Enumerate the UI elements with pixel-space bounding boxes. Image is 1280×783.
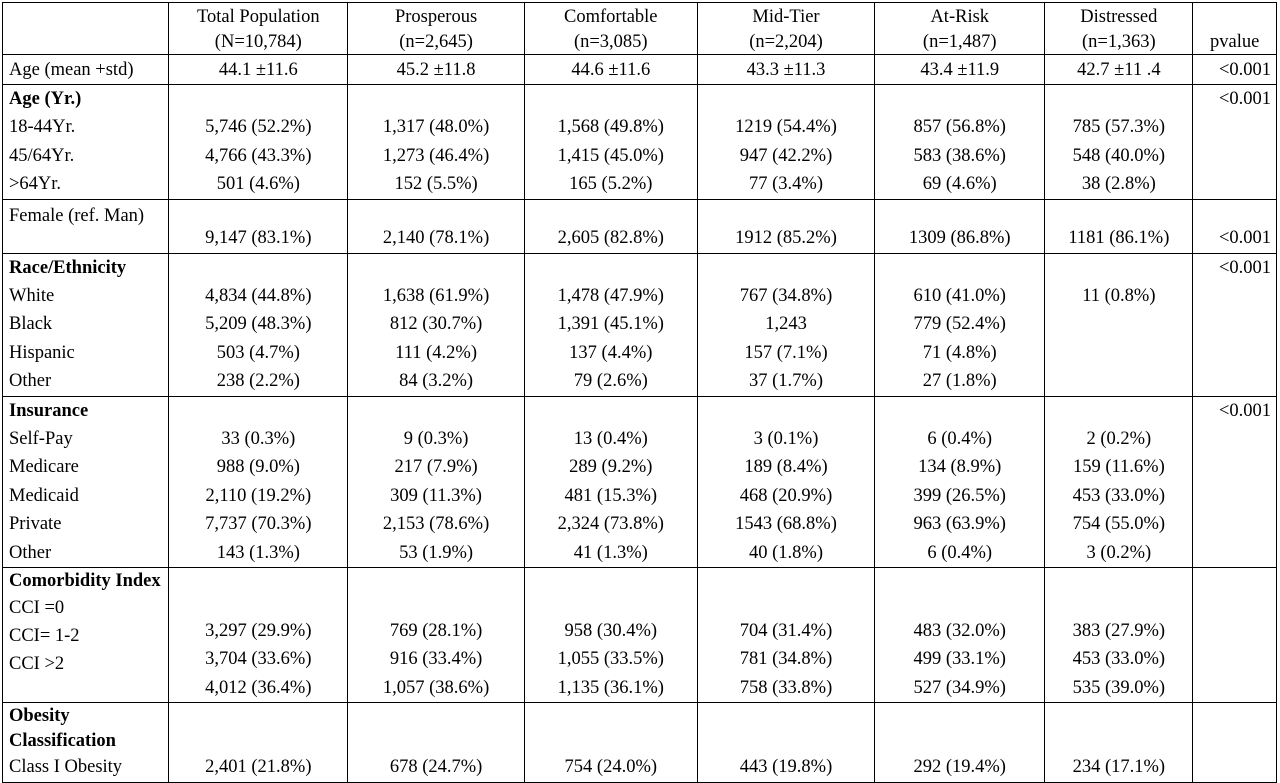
value-cell: 443 (19.8%): [697, 703, 874, 782]
value-cell: 234 (17.1%): [1045, 703, 1193, 782]
row-label: Black: [9, 314, 53, 335]
row-label: Age (mean +std): [3, 55, 169, 85]
value-cell: 42.7 ±11 .4: [1045, 55, 1193, 85]
header-pvalue: pvalue: [1193, 3, 1277, 55]
row-label: Medicare: [9, 457, 79, 478]
value-cell: 1912 (85.2%): [697, 199, 874, 253]
value-cell: 9 (0.3%) 217 (7.9%) 309 (11.3%) 2,153 (78.6%) 53 (1.9%): [348, 396, 524, 567]
row-label: White: [9, 286, 55, 307]
row-label: CCI= 1-2: [9, 626, 80, 646]
group-n: (n=1,487): [922, 31, 997, 52]
value-cell: 9,147 (83.1%): [169, 199, 348, 253]
value-cell: 13 (0.4%) 289 (9.2%) 481 (15.3%) 2,324 (73.8%) 41 (1.3%): [524, 396, 697, 567]
section-title: Female (ref. Man): [3, 199, 169, 253]
header-row: [3, 3, 1277, 55]
value-cell: 2,401 (21.8%): [169, 703, 348, 782]
header-comfortable: [524, 3, 697, 55]
header-distressed: [1045, 3, 1193, 55]
row-label: Hispanic: [9, 342, 75, 363]
value-cell: 2 (0.2%) 159 (11.6%) 453 (33.0%) 754 (55.0%) 3 (0.2%): [1045, 396, 1193, 567]
header-total-population: [169, 3, 348, 55]
row-label: 45/64Yr.: [9, 145, 75, 166]
group-name: Prosperous: [394, 7, 478, 27]
row-label: 18-44Yr.: [9, 117, 76, 138]
group-n: (n=1,363): [1082, 31, 1156, 52]
group-n: (n=3,085): [573, 31, 648, 52]
value-cell: 44.1 ±11.6: [169, 55, 348, 85]
value-cell: 610 (41.0%) 779 (52.4%) 71 (4.8%) 27 (1.8%): [875, 253, 1045, 396]
header-mid-tier: [697, 3, 874, 55]
row-label: CCI =0: [9, 597, 65, 618]
value-cell: 383 (27.9%) 453 (33.0%) 535 (39.0%): [1045, 568, 1193, 703]
pvalue-cell: [1193, 568, 1277, 703]
header-prosperous: [348, 3, 524, 55]
label-cell: [3, 568, 169, 703]
value-cell: 1309 (86.8%): [875, 199, 1045, 253]
value-cell: 769 (28.1%) 916 (33.4%) 1,057 (38.6%): [348, 568, 524, 703]
pvalue-cell: <0.001: [1193, 55, 1277, 85]
row-label: Self-Pay: [9, 429, 73, 450]
value-cell: 2,605 (82.8%): [524, 199, 697, 253]
value-cell: 1181 (86.1%): [1045, 199, 1193, 253]
group-n: (n=2,204): [749, 31, 823, 52]
value-cell: 33 (0.3%) 988 (9.0%) 2,110 (19.2%) 7,737 (70.3%) 143 (1.3%): [169, 396, 348, 567]
group-n: (n=2,645): [399, 31, 473, 52]
value-cell: 3 (0.1%) 189 (8.4%) 468 (20.9%) 1543 (68.8%) 40 (1.8%): [697, 396, 874, 567]
section-female: [3, 199, 1277, 253]
value-cell: 45.2 ±11.8: [348, 55, 524, 85]
label-cell: [3, 703, 169, 782]
value-cell: 1,568 (49.8%) 1,415 (45.0%) 165 (5.2%): [524, 85, 697, 200]
value-cell: 958 (30.4%) 1,055 (33.5%) 1,135 (36.1%): [524, 568, 697, 703]
row-label: >64Yr.: [9, 174, 62, 195]
age-mean-row: [3, 55, 1277, 85]
value-cell: 678 (24.7%): [348, 703, 524, 782]
pvalue-cell: [1193, 703, 1277, 782]
value-cell: 292 (19.4%): [875, 703, 1045, 782]
value-cell: 43.3 ±11.3: [697, 55, 874, 85]
pvalue-cell: <0.001: [1193, 253, 1277, 396]
row-label: CCI >2: [9, 654, 65, 675]
row-label: Medicaid: [9, 485, 79, 506]
pvalue-cell: <0.001: [1193, 396, 1277, 567]
section-insurance: [3, 396, 1277, 567]
group-name: Distressed: [1080, 7, 1158, 27]
section-title: Race/Ethnicity: [9, 257, 127, 278]
row-label: Other: [9, 371, 52, 392]
value-cell: 6 (0.4%) 134 (8.9%) 399 (26.5%) 963 (63.9%) 6 (0.4%): [875, 396, 1045, 567]
value-cell: 767 (34.8%) 1,243 157 (7.1%) 37 (1.7%): [697, 253, 874, 396]
group-name: Total Population: [197, 7, 320, 27]
group-n: (N=10,784): [214, 31, 302, 52]
section-title: Obesity Classification: [9, 706, 116, 751]
label-cell: [3, 85, 169, 200]
label-cell: [3, 396, 169, 567]
value-cell: 754 (24.0%): [524, 703, 697, 782]
value-cell: 857 (56.8%) 583 (38.6%) 69 (4.6%): [875, 85, 1045, 200]
demographics-table: [2, 2, 1277, 783]
value-cell: 1,478 (47.9%) 1,391 (45.1%) 137 (4.4%) 79 (2.6%): [524, 253, 697, 396]
value-cell: 1,638 (61.9%) 812 (30.7%) 111 (4.2%) 84 (3.2%): [348, 253, 524, 396]
value-cell: 1,317 (48.0%) 1,273 (46.4%) 152 (5.5%): [348, 85, 524, 200]
group-name: At-Risk: [930, 7, 990, 27]
value-cell: 785 (57.3%) 548 (40.0%) 38 (2.8%): [1045, 85, 1193, 200]
value-cell: 43.4 ±11.9: [875, 55, 1045, 85]
section-obesity: [3, 703, 1277, 782]
pvalue-cell: <0.001: [1193, 85, 1277, 200]
section-title: Insurance: [9, 400, 89, 421]
section-title: Comorbidity Index: [9, 571, 161, 592]
pvalue-cell: <0.001: [1193, 199, 1277, 253]
section-title: Age (Yr.): [9, 89, 82, 109]
row-label: Class I Obesity: [9, 757, 123, 778]
value-cell: 5,746 (52.2%) 4,766 (43.3%) 501 (4.6%): [169, 85, 348, 200]
section-comorbidity: [3, 568, 1277, 703]
value-cell: 4,834 (44.8%) 5,209 (48.3%) 503 (4.7%) 238 (2.2%): [169, 253, 348, 396]
label-cell: [3, 253, 169, 396]
value-cell: 483 (32.0%) 499 (33.1%) 527 (34.9%): [875, 568, 1045, 703]
value-cell: 3,297 (29.9%) 3,704 (33.6%) 4,012 (36.4%): [169, 568, 348, 703]
row-label: Private: [9, 514, 62, 535]
group-name: Comfortable: [564, 7, 658, 27]
row-label: Other: [9, 542, 52, 563]
value-cell: 2,140 (78.1%): [348, 199, 524, 253]
value-cell: 11 (0.8%): [1045, 253, 1193, 396]
header-at-risk: [875, 3, 1045, 55]
value-cell: 704 (31.4%) 781 (34.8%) 758 (33.8%): [697, 568, 874, 703]
section-race-ethnicity: [3, 253, 1277, 396]
value-cell: 44.6 ±11.6: [524, 55, 697, 85]
header-blank-cell: [3, 3, 169, 55]
group-name: Mid-Tier: [752, 7, 820, 27]
value-cell: 1219 (54.4%) 947 (42.2%) 77 (3.4%): [697, 85, 874, 200]
section-age-groups: [3, 85, 1277, 200]
